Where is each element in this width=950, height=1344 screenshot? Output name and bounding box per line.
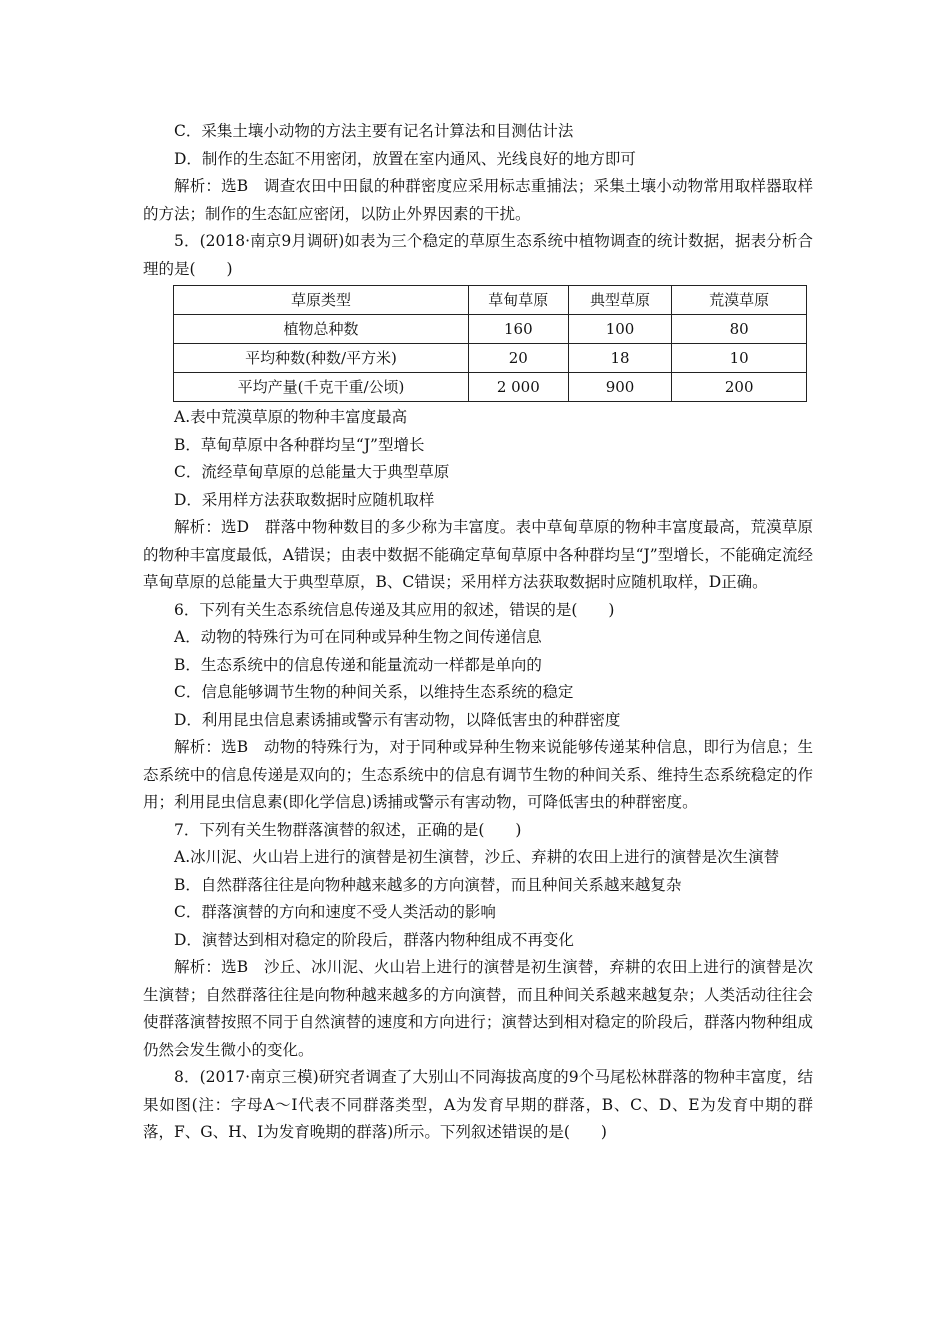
q7-option-c: C．群落演替的方向和速度不受人类活动的影响	[174, 903, 496, 921]
table-cell: 100	[568, 315, 672, 344]
table-cell: 160	[468, 315, 568, 344]
table-cell: 10	[672, 344, 807, 373]
table-row	[174, 315, 807, 344]
table-row	[174, 373, 807, 402]
table-row	[174, 344, 807, 373]
q4-analysis: 解析：选B 调查农田中田鼠的种群密度应采用标志重捕法；采集土壤小动物常用取样器取样的方法；制作的生态缸应密闭，以防止外界因素的干扰。	[143, 177, 813, 223]
table-header-cell: 典型草原	[568, 286, 672, 315]
q6-option-b: B．生态系统中的信息传递和能量流动一样都是单向的	[174, 655, 542, 674]
q7-option-b: B．自然群落往往是向物种越来越多的方向演替，而且种间关系越来越复杂	[174, 875, 682, 894]
q5-analysis: 解析：选D 群落中物种数目的多少称为丰富度。表中草甸草原的物种丰富度最高，荒漠草原的物种丰富度最低，A错误；由表中数据不能确定草甸草原中各种群均呈“J”型增长，不能确定流经草甸草原的总能量大于典型草原，B、C错误；采用样方法获取数据时应随机取样，D正确。	[143, 518, 813, 591]
table-cell: 900	[568, 373, 672, 402]
q7-analysis: 解析：选B 沙丘、冰川泥、火山岩上进行的演替是初生演替，弃耕的农田上进行的演替是次生演替；自然群落往往是向物种越来越多的方向演替，而且种间关系越来越复杂；人类活动往往会使群落演替按照不同于自然演替的速度和方向进行；演替达到相对稳定的阶段后，群落内物种组成仍然会发生微小的变化。	[143, 958, 813, 1059]
table-cell: 20	[468, 344, 568, 373]
document-content	[143, 118, 813, 1147]
table-header-row	[174, 286, 807, 315]
q5-stem: 5．(2018·南京9月调研)如表为三个稳定的草原生态系统中植物调查的统计数据，据表分析合理的是( )	[143, 232, 813, 278]
table-cell: 2 000	[468, 373, 568, 402]
q6-analysis: 解析：选B 动物的特殊行为，对于同种或异种生物来说能够传递某种信息，即行为信息；生态系统中的信息传递是双向的；生态系统中的信息有调节生物的种间关系、维持生态系统稳定的作用；利用昆虫信息素(即化学信息)诱捕或警示有害动物，可降低害虫的种群密度。	[143, 738, 813, 811]
q4-option-d: D．制作的生态缸不用密闭，放置在室内通风、光线良好的地方即可	[174, 149, 636, 168]
q7-stem: 7．下列有关生物群落演替的叙述，正确的是( )	[174, 820, 522, 839]
q5-option-a: A.表中荒漠草原的物种丰富度最高	[174, 408, 408, 426]
q4-option-c: C．采集土壤小动物的方法主要有记名计算法和目测估计法	[174, 122, 574, 140]
table-cell: 18	[568, 344, 672, 373]
table-cell: 80	[672, 315, 807, 344]
q6-option-a: A．动物的特殊行为可在同种或异种生物之间传递信息	[174, 628, 542, 646]
q7-option-d: D．演替达到相对稳定的阶段后，群落内物种组成不再变化	[174, 930, 574, 949]
grassland-table	[173, 285, 807, 402]
table-cell: 平均种数(种数/平方米)	[174, 344, 469, 373]
table-header-cell: 荒漠草原	[672, 286, 807, 315]
table-cell: 200	[672, 373, 807, 402]
table-cell: 平均产量(千克干重/公顷)	[174, 373, 469, 402]
q5-option-c: C．流经草甸草原的总能量大于典型草原	[174, 463, 450, 481]
q5-option-b: B．草甸草原中各种群均呈“J”型增长	[174, 435, 425, 454]
q6-stem: 6．下列有关生态系统信息传递及其应用的叙述，错误的是( )	[174, 600, 615, 619]
q7-option-a: A.冰川泥、火山岩上进行的演替是初生演替，沙丘、弃耕的农田上进行的演替是次生演替	[174, 848, 780, 866]
table-cell: 植物总种数	[174, 315, 469, 344]
table-header-cell: 草甸草原	[468, 286, 568, 315]
q8-stem: 8．(2017·南京三模)研究者调查了大别山不同海拔高度的9个马尾松林群落的物种丰富度，结果如图(注：字母A～I代表不同群落类型，A为发育早期的群落，B、C、D、E为发育中期的群落，F、G、H、I为发育晚期的群落)所示。下列叙述错误的是( )	[143, 1068, 813, 1141]
q6-option-c: C．信息能够调节生物的种间关系，以维持生态系统的稳定	[174, 683, 574, 701]
q5-option-d: D．采用样方法获取数据时应随机取样	[174, 490, 435, 509]
table-header-cell: 草原类型	[174, 286, 469, 315]
q6-option-d: D．利用昆虫信息素诱捕或警示有害动物，以降低害虫的种群密度	[174, 710, 621, 729]
